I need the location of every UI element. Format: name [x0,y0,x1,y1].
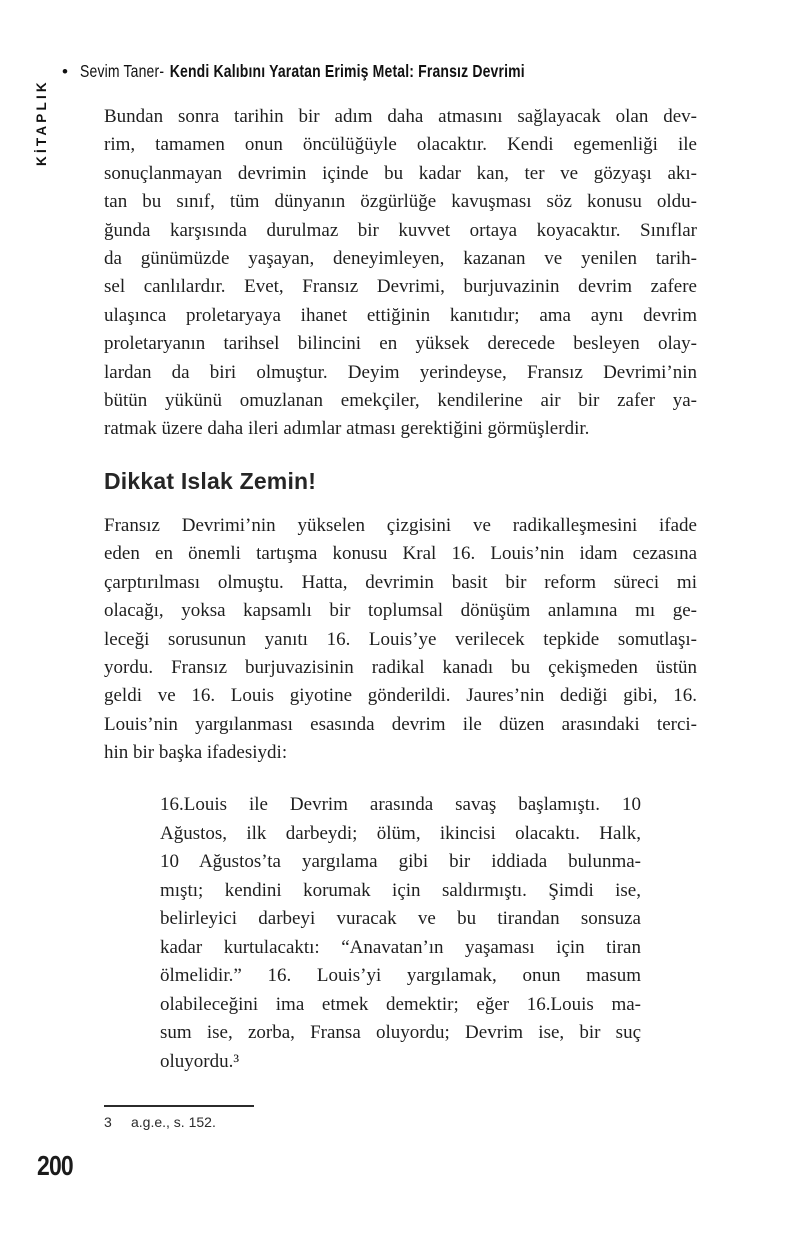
text-line: çarptırılması olmuştu. Hatta, devrimin basit bir reform süreci mi [104,571,697,593]
text-line: geldi ve 16. Louis giyotine gönderildi. Jaures’nin dediği gibi, 16. [104,685,697,707]
text-line: oluyordu.³ [160,1050,240,1072]
section-heading: Dikkat Islak Zemin! [104,468,317,494]
sidebar-vertical-label: KİTAPLIK [34,79,49,166]
header-book-title: Kendi Kalıbını Yaratan Erimiş Metal: Fransız Devrimi [169,61,525,81]
text-line: Fransız Devrimi’nin yükselen çizgisini ve radikalleşmesini ifade [104,515,697,536]
text-line: Ağustos, ilk darbeydi; ölüm, ikincisi olacaktı. Halk, [160,822,641,844]
text-line: leceği sorusunun yanıtı 16. Louis’ye verilecek tepkide somutlaşı- [104,628,697,650]
text-line: olacağı, yoksa kapsamlı bir toplumsal dönüşüm anlamına mı ge- [104,600,697,622]
text-line: ratmak üzere daha ileri adımlar atması gerektiğini görmüşlerdir. [104,418,590,440]
footnote-text: a.g.e., s. 152. [131,1114,216,1130]
block-quote [160,791,641,1076]
footnote-divider [104,1105,254,1107]
footnote-number: 3 [104,1114,112,1130]
bullet-icon: • [62,62,68,81]
header-author: Sevim Taner- [79,61,165,81]
running-header [62,61,636,82]
text-line: 10 Ağustos’ta yargılama gibi bir iddiada bulunma- [160,851,641,872]
footnote [104,1114,216,1130]
text-line: yordu. Fransız burjuvazisinin radikal kanadı bu çekişmeden üstün [104,656,697,678]
text-line: sel canlılardır. Evet, Fransız Devrimi, burjuvazinin devrim zafere [104,276,697,298]
page-number: 200 [37,1150,73,1181]
text-line: Bundan sonra tarihin bir adım daha atmasını sağlayacak olan dev- [104,106,697,127]
text-line: bütün yükünü omuzlanan emekçiler, kendilerine air bir zafer ya- [104,389,697,411]
text-line: mıştı; kendini korumak için saldırmıştı. Şimdi ise, [160,879,641,901]
text-line: da günümüzde yaşayan, deneyimleyen, kazanan ve yenilen tarih- [104,247,697,269]
text-line: 16.Louis ile Devrim arasında savaş başlamıştı. 10 [160,794,641,815]
text-line: lardan da biri olmuştur. Deyim yerindeyse, Fransız Devrimi’nin [104,361,697,383]
text-line: proletaryanın tarihsel bilincini en yüksek derecede besleyen olay- [104,333,697,355]
text-line: eden en önemli tartışma konusu Kral 16. Louis’nin idam cezasına [104,543,697,565]
text-line: sum ise, zorba, Fransa oluyordu; Devrim ise, bir suç [160,1022,641,1043]
text-line: ölmelidir.” 16. Louis’yi yargılamak, onun masum [160,965,641,986]
text-line: ulaşınca proletaryaya ihanet ettiğinin kanıtıdır; ama aynı devrim [104,304,697,326]
running-header-text [80,61,525,82]
paragraph-1 [104,103,697,444]
text-line: kadar kurtulacaktı: “Anavatan’ın yaşaması için tiran [160,936,641,958]
text-line: sonuçlanmayan devrimin içinde bu kadar kan, ter ve gözyaşı akı- [104,162,697,184]
paragraph-2 [104,512,697,768]
text-line: ğunda karşısında durulmaz bir kuvvet ortaya koyacaktır. Sınıflar [104,219,697,241]
text-line: belirleyici darbeyi vuracak ve bu tirandan sonsuza [160,908,641,929]
text-line: hin bir başka ifadesiydi: [104,742,288,764]
text-line: Louis’nin yargılanması esasında devrim ile düzen arasındaki terci- [104,713,697,735]
text-line: tan bu sınıf, tüm dünyanın özgürlüğe kavuşması söz konusu oldu- [104,191,697,213]
text-line: rim, tamamen onun öncülüğüyle olacaktır. Kendi egemenliği ile [104,134,697,156]
text-line: olabileceğini ima etmek demektir; eğer 16.Louis ma- [160,993,641,1015]
